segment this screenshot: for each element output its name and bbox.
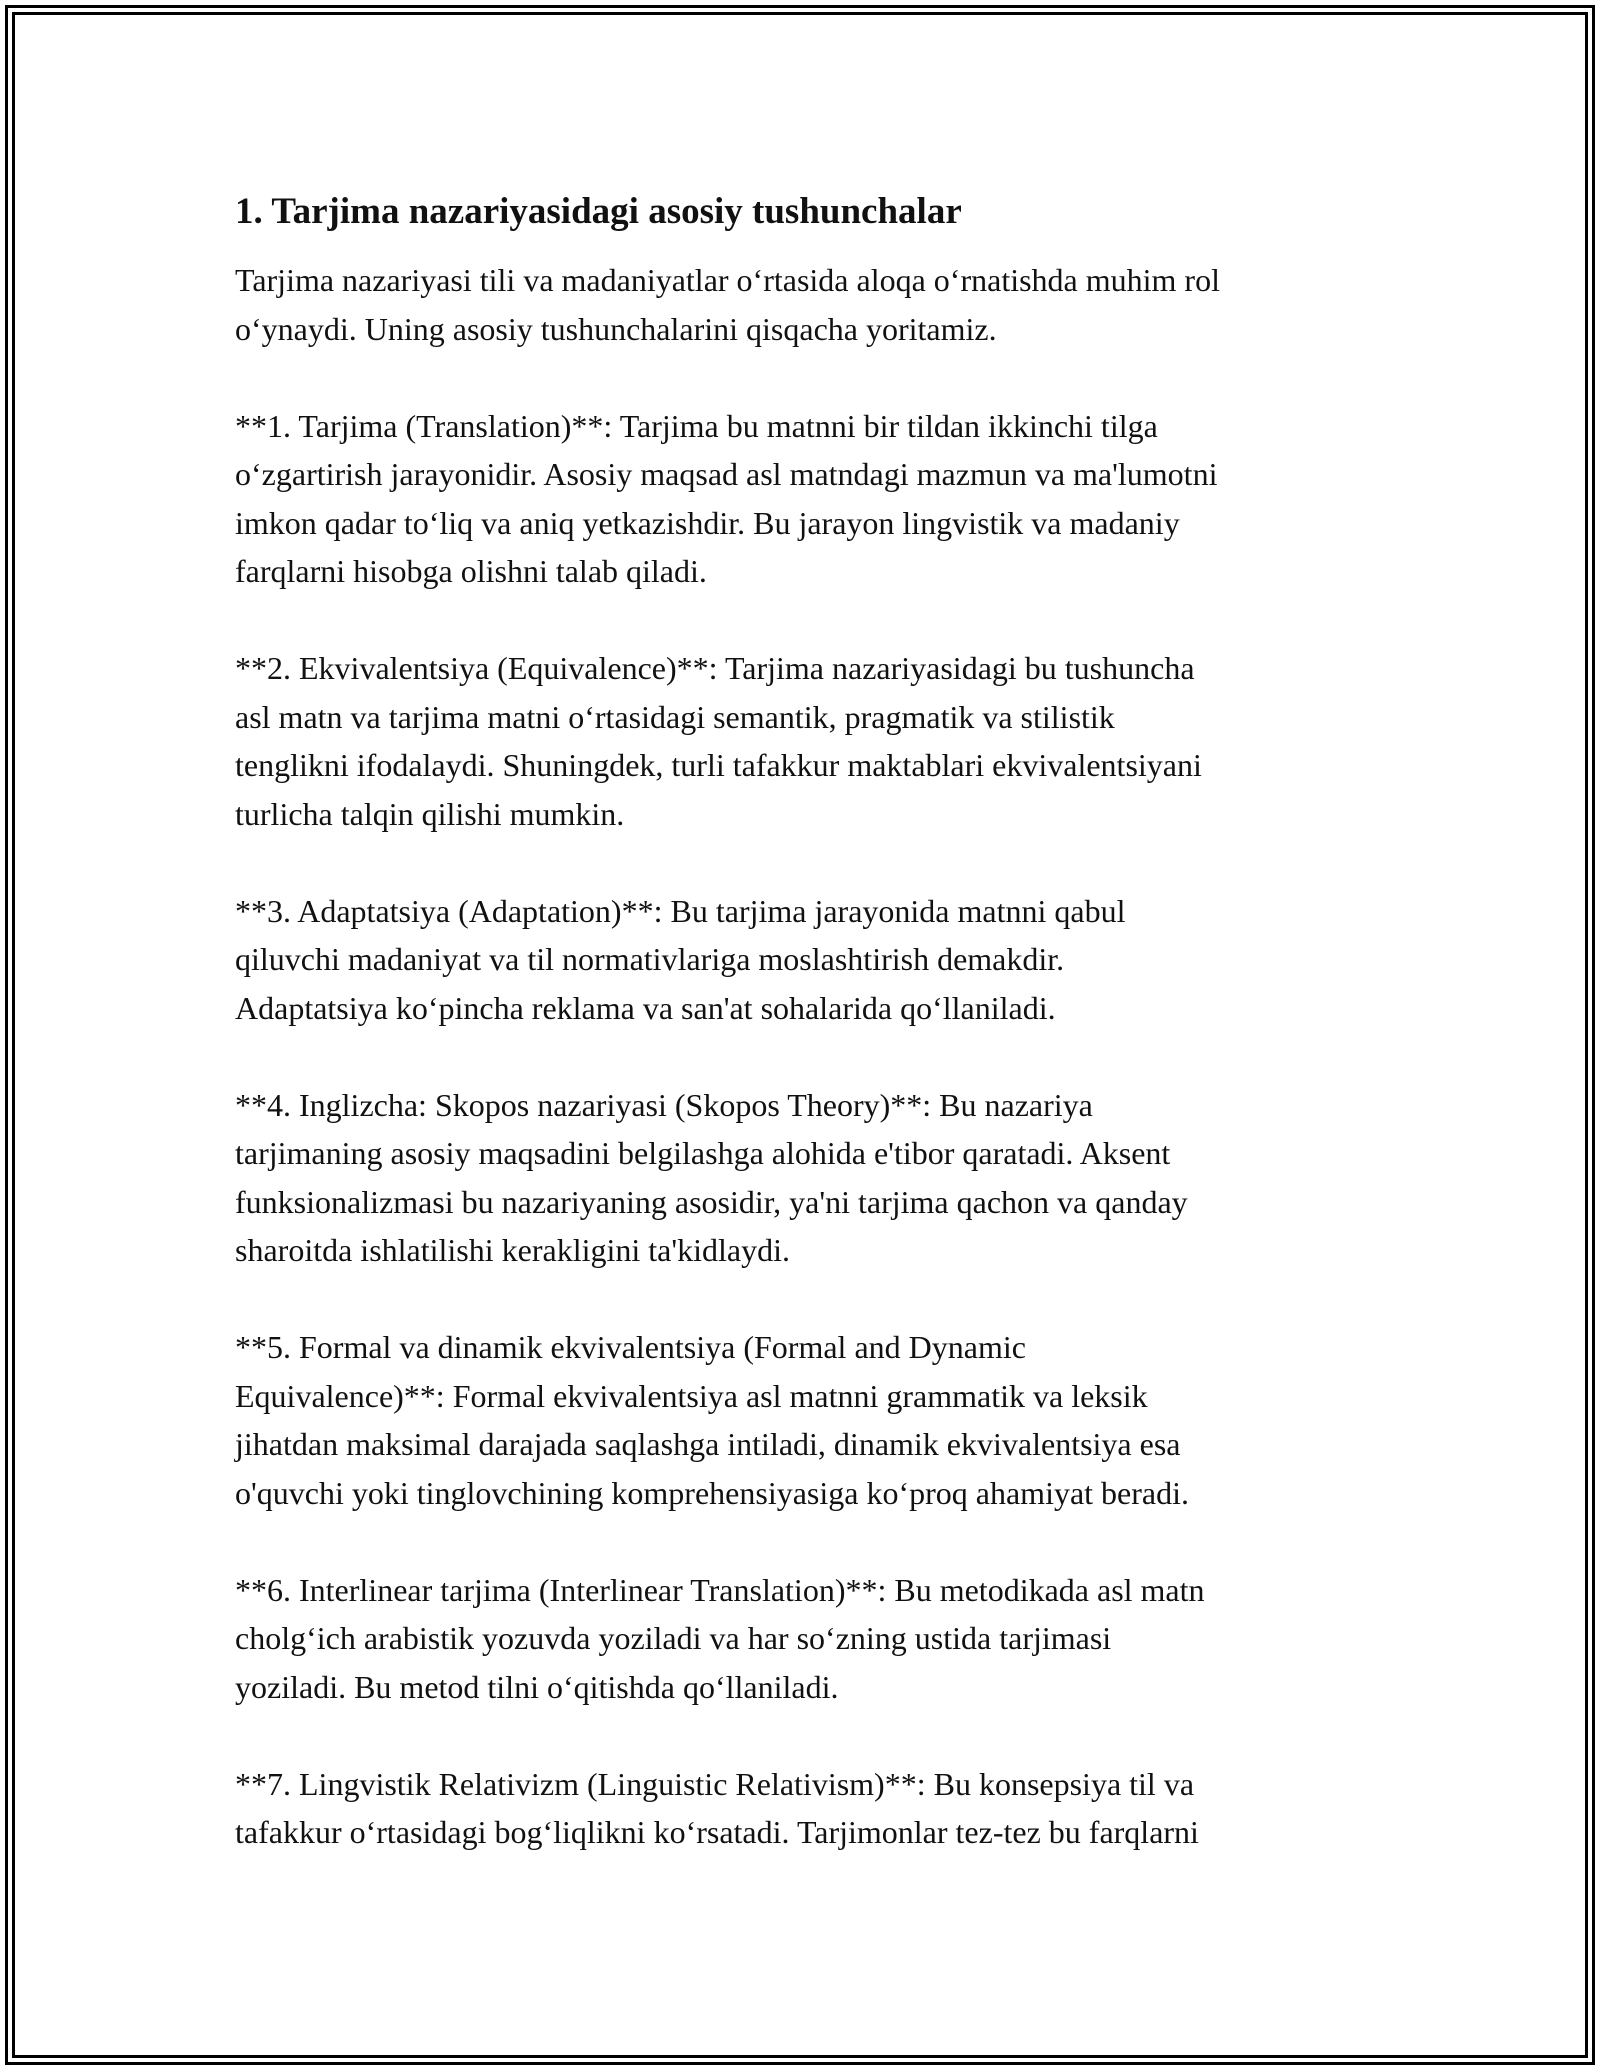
paragraph-line: **1. Tarjima (Translation)**: Tarjima bu matnni bir tildan ikkinchi tilga	[235, 407, 1158, 444]
paragraph	[235, 256, 1365, 353]
paragraph-line: yoziladi. Bu metod tilni o‘qitishda qo‘llaniladi.	[235, 1668, 839, 1705]
paragraph	[235, 1760, 1365, 1857]
paragraph-line: qiluvchi madaniyat va til normativlariga moslashtirish demakdir.	[235, 941, 1065, 977]
paragraph-line: o‘ynaydi. Uning asosiy tushunchalarini qisqacha yoritamiz.	[235, 310, 997, 347]
paragraph	[235, 887, 1365, 1033]
paragraph	[235, 1566, 1365, 1712]
paragraph-line: tafakkur o‘rtasidagi bog‘liqlikni ko‘rsatadi. Tarjimonlar tez-tez bu farqlarni	[235, 1814, 1199, 1850]
paragraph-line: o‘zgartirish jarayonidir. Asosiy maqsad asl matndagi mazmun va ma'lumotni	[235, 456, 1218, 492]
paragraph-line: **3. Adaptatsiya (Adaptation)**: Bu tarjima jarayonida matnni qabul	[235, 892, 1126, 929]
paragraph-line: turlicha talqin qilishi mumkin.	[235, 795, 625, 832]
paragraph-line: o'quvchi yoki tinglovchining komprehensiyasiga ko‘proq ahamiyat beradi.	[235, 1474, 1189, 1511]
paragraph-line: cholg‘ich arabistik yozuvda yoziladi va har so‘zning ustida tarjimasi	[235, 1620, 1112, 1656]
paragraph-line: imkon qadar to‘liq va aniq yetkazishdir. Bu jarayon lingvistik va madaniy	[235, 504, 1180, 541]
paragraph-line: **7. Lingvistik Relativizm (Linguistic Relativism)**: Bu konsepsiya til va	[235, 1765, 1195, 1802]
paragraph-line: jihatdan maksimal darajada saqlashga intiladi, dinamik ekvivalentsiya esa	[235, 1426, 1181, 1462]
paragraph-line: sharoitda ishlatilishi kerakligini ta'kidlaydi.	[235, 1232, 790, 1268]
document-body	[235, 188, 1365, 1905]
paragraph	[235, 402, 1365, 596]
paragraph-line: farqlarni hisobga olishni talab qiladi.	[235, 553, 707, 589]
paragraph-line: **5. Formal va dinamik ekvivalentsiya (Formal and Dynamic	[235, 1329, 1026, 1365]
paragraph-line: Equivalence)**: Formal ekvivalentsiya asl matnni grammatik va leksik	[235, 1377, 1148, 1414]
paragraph-line: Tarjima nazariyasi tili va madaniyatlar o‘rtasida aloqa o‘rnatishda muhim rol	[235, 262, 1220, 298]
paragraph-line: tarjimaning asosiy maqsadini belgilashga alohida e'tibor qaratadi. Aksent	[235, 1135, 1171, 1171]
paragraph	[235, 1323, 1365, 1517]
paragraph-line: **2. Ekvivalentsiya (Equivalence)**: Tarjima nazariyasidagi bu tushuncha	[235, 650, 1195, 686]
paragraph-list	[235, 256, 1365, 1857]
paragraph-line: **4. Inglizcha: Skopos nazariyasi (Skopos Theory)**: Bu nazariya	[235, 1086, 1093, 1123]
paragraph	[235, 644, 1365, 838]
paragraph-line: **6. Interlinear tarjima (Interlinear Translation)**: Bu metodikada asl matn	[235, 1571, 1205, 1608]
paragraph-line: tenglikni ifodalaydi. Shuningdek, turli tafakkur maktablari ekvivalentsiyani	[235, 747, 1202, 783]
paragraph-line: Adaptatsiya ko‘pincha reklama va san'at sohalarida qo‘llaniladi.	[235, 989, 1056, 1026]
paragraph-line: asl matn va tarjima matni o‘rtasidagi semantik, pragmatik va stilistik	[235, 698, 1115, 735]
document-title: 1. Tarjima nazariyasidagi asosiy tushunchalar	[235, 191, 962, 232]
paragraph	[235, 1081, 1365, 1275]
paragraph-line: funksionalizmasi bu nazariyaning asosidir, ya'ni tarjima qachon va qanday	[235, 1183, 1188, 1220]
